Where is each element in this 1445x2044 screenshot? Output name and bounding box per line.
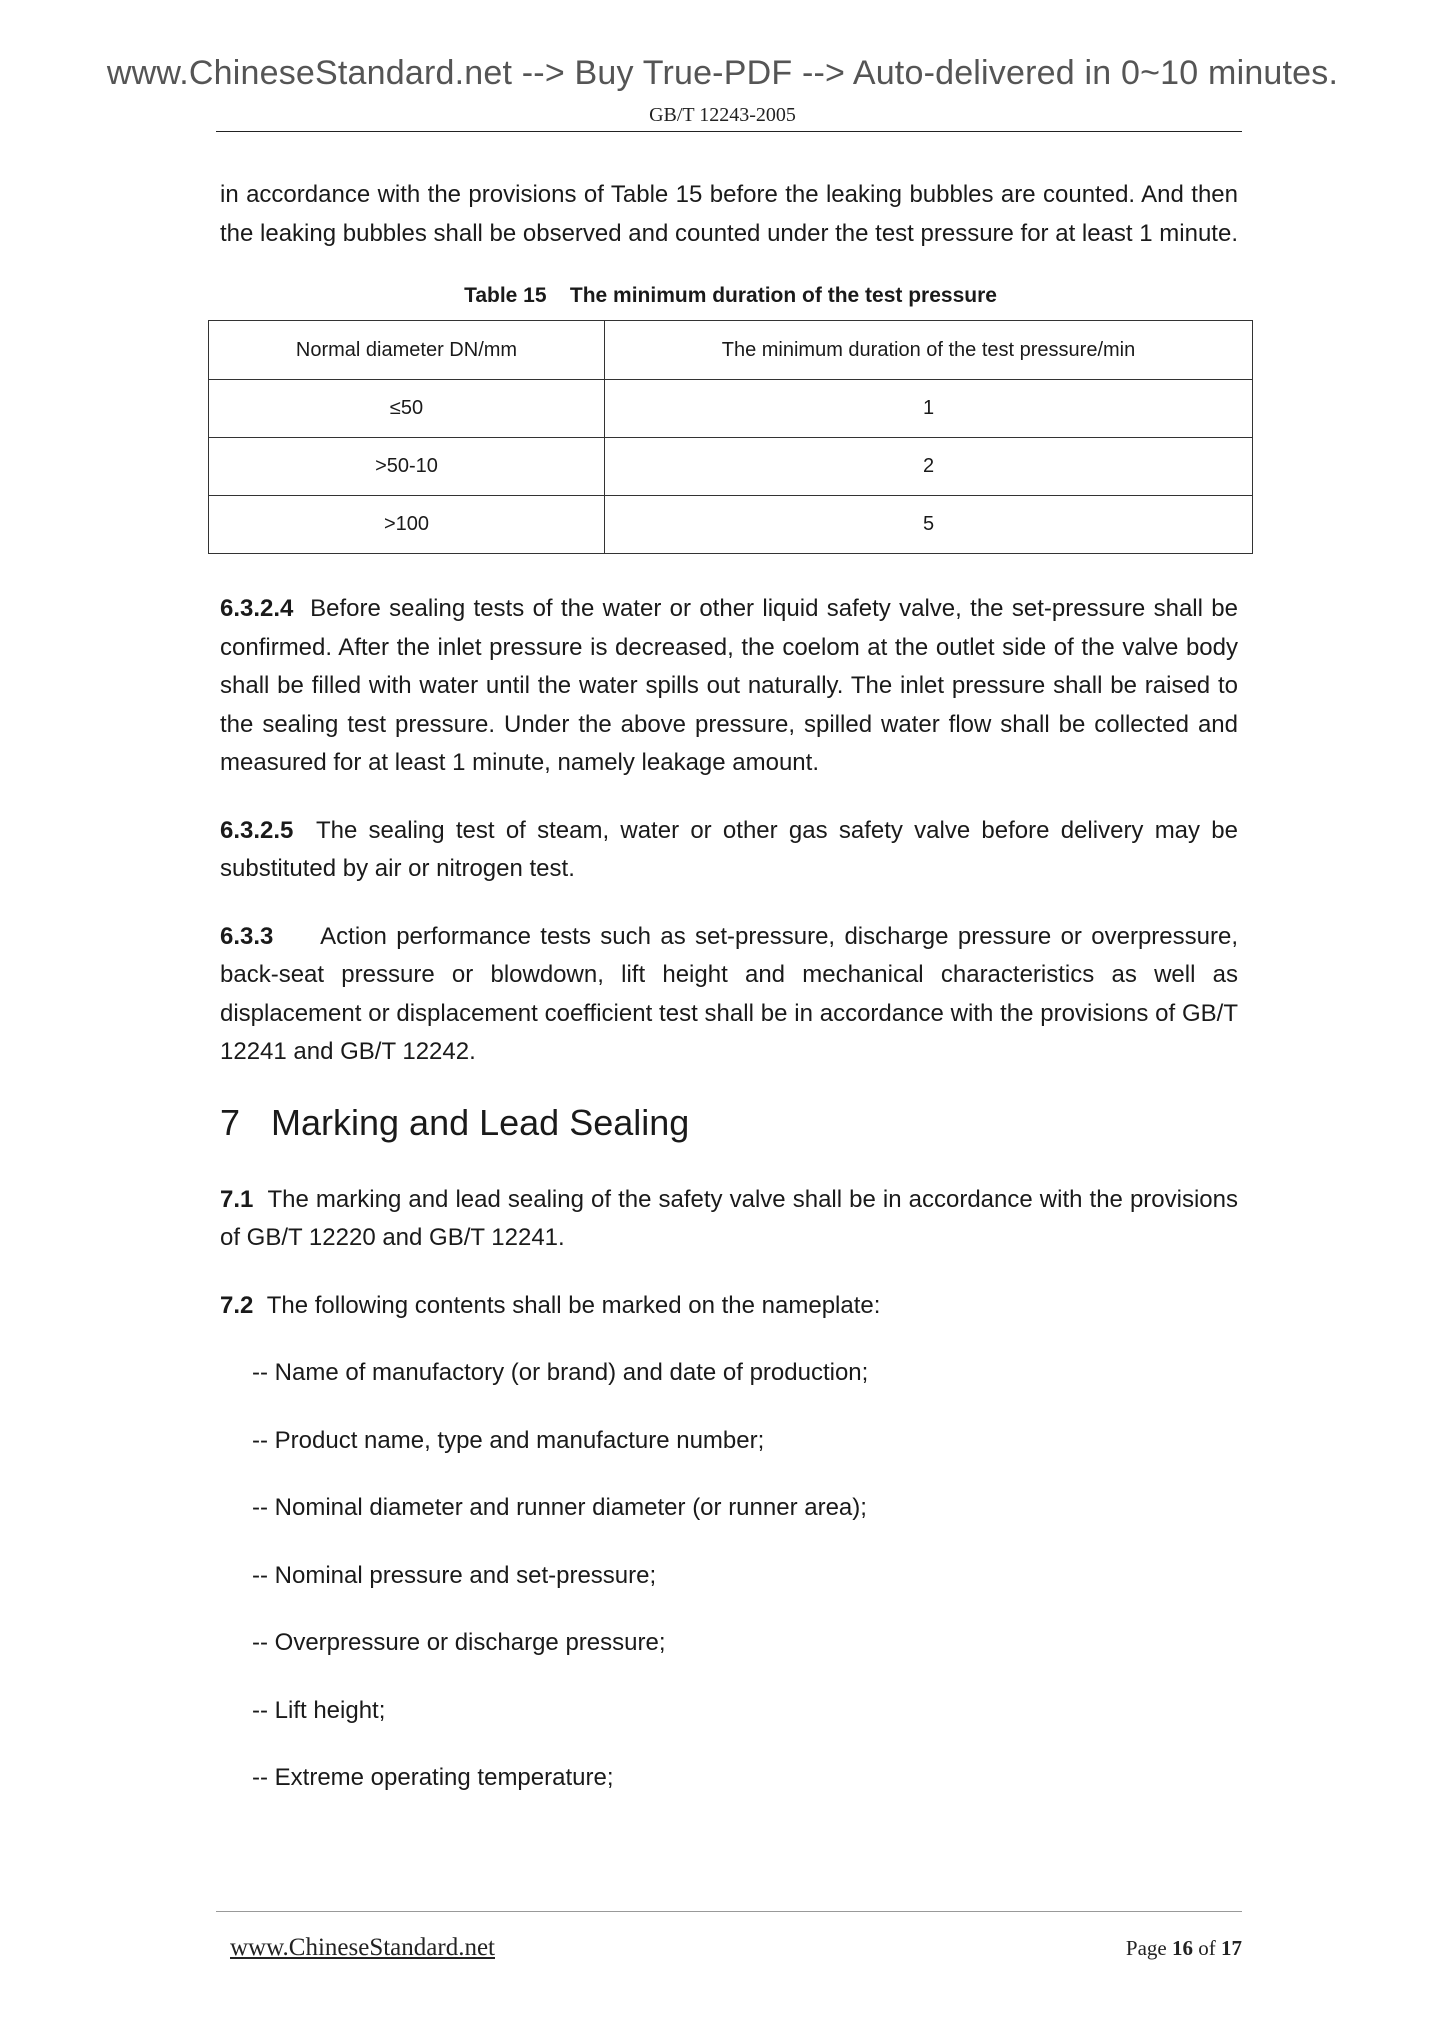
- clause-6-3-2-4: [220, 590, 1238, 783]
- site-banner[interactable]: www.ChineseStandard.net --> Buy True-PDF --> Auto-delivered in 0~10 minutes.: [106, 54, 1339, 92]
- clause-7-1: [220, 1181, 1238, 1258]
- table-row: [209, 438, 1253, 496]
- clause-number: 7.2: [220, 1291, 254, 1319]
- page-body: [220, 176, 1238, 1827]
- clause-6-3-3: [220, 918, 1238, 1072]
- list-item: -- Product name, type and manufacture number;: [252, 1426, 765, 1454]
- table-row: [209, 380, 1253, 438]
- clause-7-2: [220, 1287, 1238, 1326]
- table-cell: 1: [605, 380, 1253, 438]
- clause-text: Before sealing tests of the water or other liquid safety valve, the set-pressure shall be confirmed. After the inlet pressure is decreased, the coelom at the outlet side of the valve body shall be filled with water until the water spills out naturally. The inlet pressure shall be raised to the sealing test pressure. Under the above pressure, spilled water flow shall be collected and measured for at least 1 minute, namely leakage amount.: [220, 595, 1238, 776]
- clause-number: 6.3.3: [220, 922, 274, 950]
- footer-divider: [216, 1911, 1242, 1912]
- page-label: Page: [1125, 1936, 1167, 1960]
- list-item: -- Nominal pressure and set-pressure;: [252, 1561, 657, 1589]
- list-item: -- Nominal diameter and runner diameter (or runner area);: [252, 1494, 867, 1521]
- list-item: -- Name of manufactory (or brand) and date of production;: [252, 1359, 869, 1386]
- list-item: -- Overpressure or discharge pressure;: [252, 1629, 666, 1656]
- table-header-cell: Normal diameter DN/mm: [209, 321, 605, 380]
- list-item: -- Lift height;: [252, 1696, 386, 1724]
- table-caption: Table 15 The minimum duration of the test pressure: [464, 284, 997, 307]
- page-total: 17: [1221, 1936, 1242, 1960]
- section-title: Marking and Lead Sealing: [271, 1101, 690, 1143]
- clause-text: Action performance tests such as set-pressure, discharge pressure or overpressure, back-seat pressure or blowdown, lift height and mechanical characteristics as well as displacement or displacement coefficient test shall be in accordance with the provisions of GB/T 12241 and GB/T 12242.: [220, 922, 1238, 1065]
- clause-number: 6.3.2.4: [220, 595, 294, 622]
- section-number: 7: [220, 1101, 241, 1143]
- list-item: -- Extreme operating temperature;: [252, 1764, 614, 1791]
- page-of: of: [1198, 1936, 1216, 1960]
- table-cell: >100: [209, 496, 605, 554]
- clause-text: The sealing test of steam, water or other gas safety valve before delivery may be substituted by air or nitrogen test.: [220, 816, 1238, 882]
- standard-code: GB/T 12243-2005: [649, 104, 796, 126]
- clause-6-3-2-5: [220, 812, 1238, 889]
- table-cell: ≤50: [209, 380, 605, 438]
- table-header-row: [209, 321, 1253, 380]
- footer-website-link[interactable]: www.ChineseStandard.net: [230, 1934, 495, 1961]
- page-current: 16: [1172, 1936, 1193, 1960]
- test-duration-table: [208, 320, 1253, 554]
- table-cell: >50-10: [209, 438, 605, 496]
- clause-text: The marking and lead sealing of the safety valve shall be in accordance with the provisions of GB/T 12220 and GB/T 12241.: [220, 1185, 1239, 1251]
- header-divider: [216, 131, 1242, 132]
- table-header-cell: The minimum duration of the test pressure/min: [605, 321, 1253, 380]
- table-cell: 2: [605, 438, 1253, 496]
- table-row: [209, 496, 1253, 554]
- intro-paragraph: in accordance with the provisions of Table 15 before the leaking bubbles are counted. And then the leaking bubbles shall be observed and counted under the test pressure for at least 1 minute.: [220, 181, 1238, 247]
- table-cell: 5: [605, 496, 1253, 554]
- page-number: [1126, 1936, 1242, 1961]
- clause-text: The following contents shall be marked on the nameplate:: [266, 1291, 881, 1319]
- section-heading: [220, 1101, 1238, 1145]
- clause-number: 7.1: [220, 1185, 254, 1213]
- clause-number: 6.3.2.5: [220, 816, 294, 844]
